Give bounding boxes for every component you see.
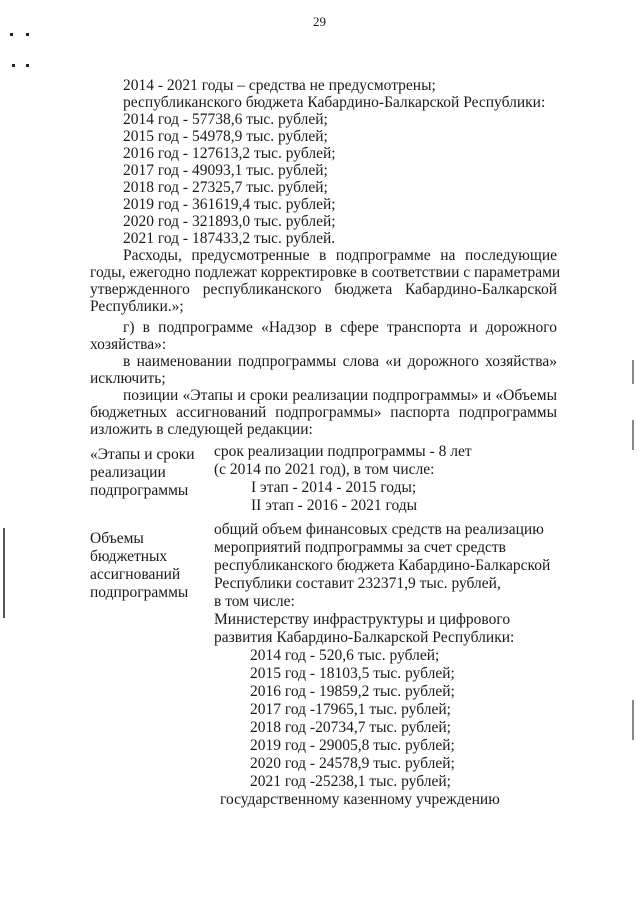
- table-value-stages: (с 2014 по 2021 год), в том числе:: [214, 461, 435, 478]
- table-year-line: 2021 год -25238,1 тыс. рублей;: [250, 773, 451, 790]
- paragraph-line: бюджетных ассигнований подпрограммы» паспорта подпрограммы: [90, 404, 557, 421]
- scan-mark: [12, 64, 15, 67]
- scan-mark: [26, 64, 29, 67]
- intro-line: 2021 год - 187433,2 тыс. рублей.: [123, 230, 336, 247]
- paragraph-line: позиции «Этапы и сроки реализации подпрограммы» и «Объемы: [123, 387, 557, 404]
- paragraph-line: изложить в следующей редакции:: [90, 421, 313, 438]
- intro-line: 2014 - 2021 годы – средства не предусмотрены;: [123, 77, 436, 94]
- paragraph-line: в наименовании подпрограммы слова «и дорожного хозяйства»: [123, 353, 557, 370]
- table-value-budget: республиканского бюджета Кабардино-Балкарской: [214, 557, 551, 574]
- scan-mark: [632, 700, 634, 740]
- paragraph-line: исключить;: [90, 370, 166, 387]
- paragraph-line: Расходы, предусмотренные в подпрограмме на последующие: [123, 247, 557, 264]
- table-label-stages: реализации: [90, 464, 166, 481]
- table-label-budget: Объемы: [90, 530, 144, 547]
- table-value-stages: I этап - 2014 - 2015 годы;: [251, 479, 417, 496]
- paragraph-line: Республики.»;: [90, 298, 184, 315]
- table-value-stages: II этап - 2016 - 2021 годы: [251, 497, 418, 514]
- intro-line: 2014 год - 57738,6 тыс. рублей;: [123, 111, 328, 128]
- scan-mark: [632, 420, 634, 450]
- scan-mark: [3, 528, 5, 618]
- table-year-line: 2014 год - 520,6 тыс. рублей;: [250, 647, 440, 664]
- table-year-line: 2017 год -17965,1 тыс. рублей;: [250, 701, 451, 718]
- intro-line: 2015 год - 54978,9 тыс. рублей;: [123, 128, 328, 145]
- paragraph-line: хозяйства»:: [90, 336, 167, 353]
- paragraph-line: г) в подпрограмме «Надзор в сфере транспорта и дорожного: [123, 319, 557, 336]
- table-value-final: государственному казенному учреждению: [220, 791, 500, 808]
- scan-mark: [10, 33, 13, 36]
- table-value-budget: мероприятий подпрограммы за счет средств: [214, 539, 507, 556]
- scan-mark: [632, 360, 634, 384]
- table-year-line: 2016 год - 19859,2 тыс. рублей;: [250, 683, 455, 700]
- intro-line: 2019 год - 361619,4 тыс. рублей;: [123, 196, 336, 213]
- table-value-budget: в том числе:: [214, 593, 295, 610]
- intro-line: республиканского бюджета Кабардино-Балкарской Республики:: [123, 94, 546, 111]
- table-year-line: 2015 год - 18103,5 тыс. рублей;: [250, 665, 455, 682]
- intro-line: 2018 год - 27325,7 тыс. рублей;: [123, 179, 328, 196]
- table-label-stages: «Этапы и сроки: [90, 446, 195, 463]
- table-label-stages: подпрограммы: [90, 482, 189, 499]
- page-number: 29: [313, 14, 326, 29]
- intro-line: 2020 год - 321893,0 тыс. рублей;: [123, 213, 336, 230]
- table-label-budget: подпрограммы: [90, 584, 189, 601]
- table-year-line: 2020 год - 24578,9 тыс. рублей;: [250, 755, 455, 772]
- table-value-budget: развития Кабардино-Балкарской Республики:: [214, 629, 515, 646]
- table-label-budget: бюджетных: [90, 548, 168, 565]
- table-value-stages: срок реализации подпрограммы - 8 лет: [214, 443, 472, 460]
- table-value-budget: общий объем финансовых средств на реализацию: [214, 521, 544, 538]
- intro-line: 2017 год - 49093,1 тыс. рублей;: [123, 162, 328, 179]
- table-value-budget: Республики составит 232371,9 тыс. рублей,: [214, 575, 501, 592]
- table-year-line: 2019 год - 29005,8 тыс. рублей;: [250, 737, 455, 754]
- table-value-budget: Министерству инфраструктуры и цифрового: [214, 611, 511, 628]
- paragraph-line: годы, ежегодно подлежат корректировке в соответствии с параметрами: [90, 264, 561, 281]
- intro-line: 2016 год - 127613,2 тыс. рублей;: [123, 145, 336, 162]
- paragraph-line: утвержденного республиканского бюджета Кабардино-Балкарской: [90, 281, 557, 298]
- table-label-budget: ассигнований: [90, 566, 181, 583]
- scan-mark: [26, 33, 29, 36]
- table-year-line: 2018 год -20734,7 тыс. рублей;: [250, 719, 451, 736]
